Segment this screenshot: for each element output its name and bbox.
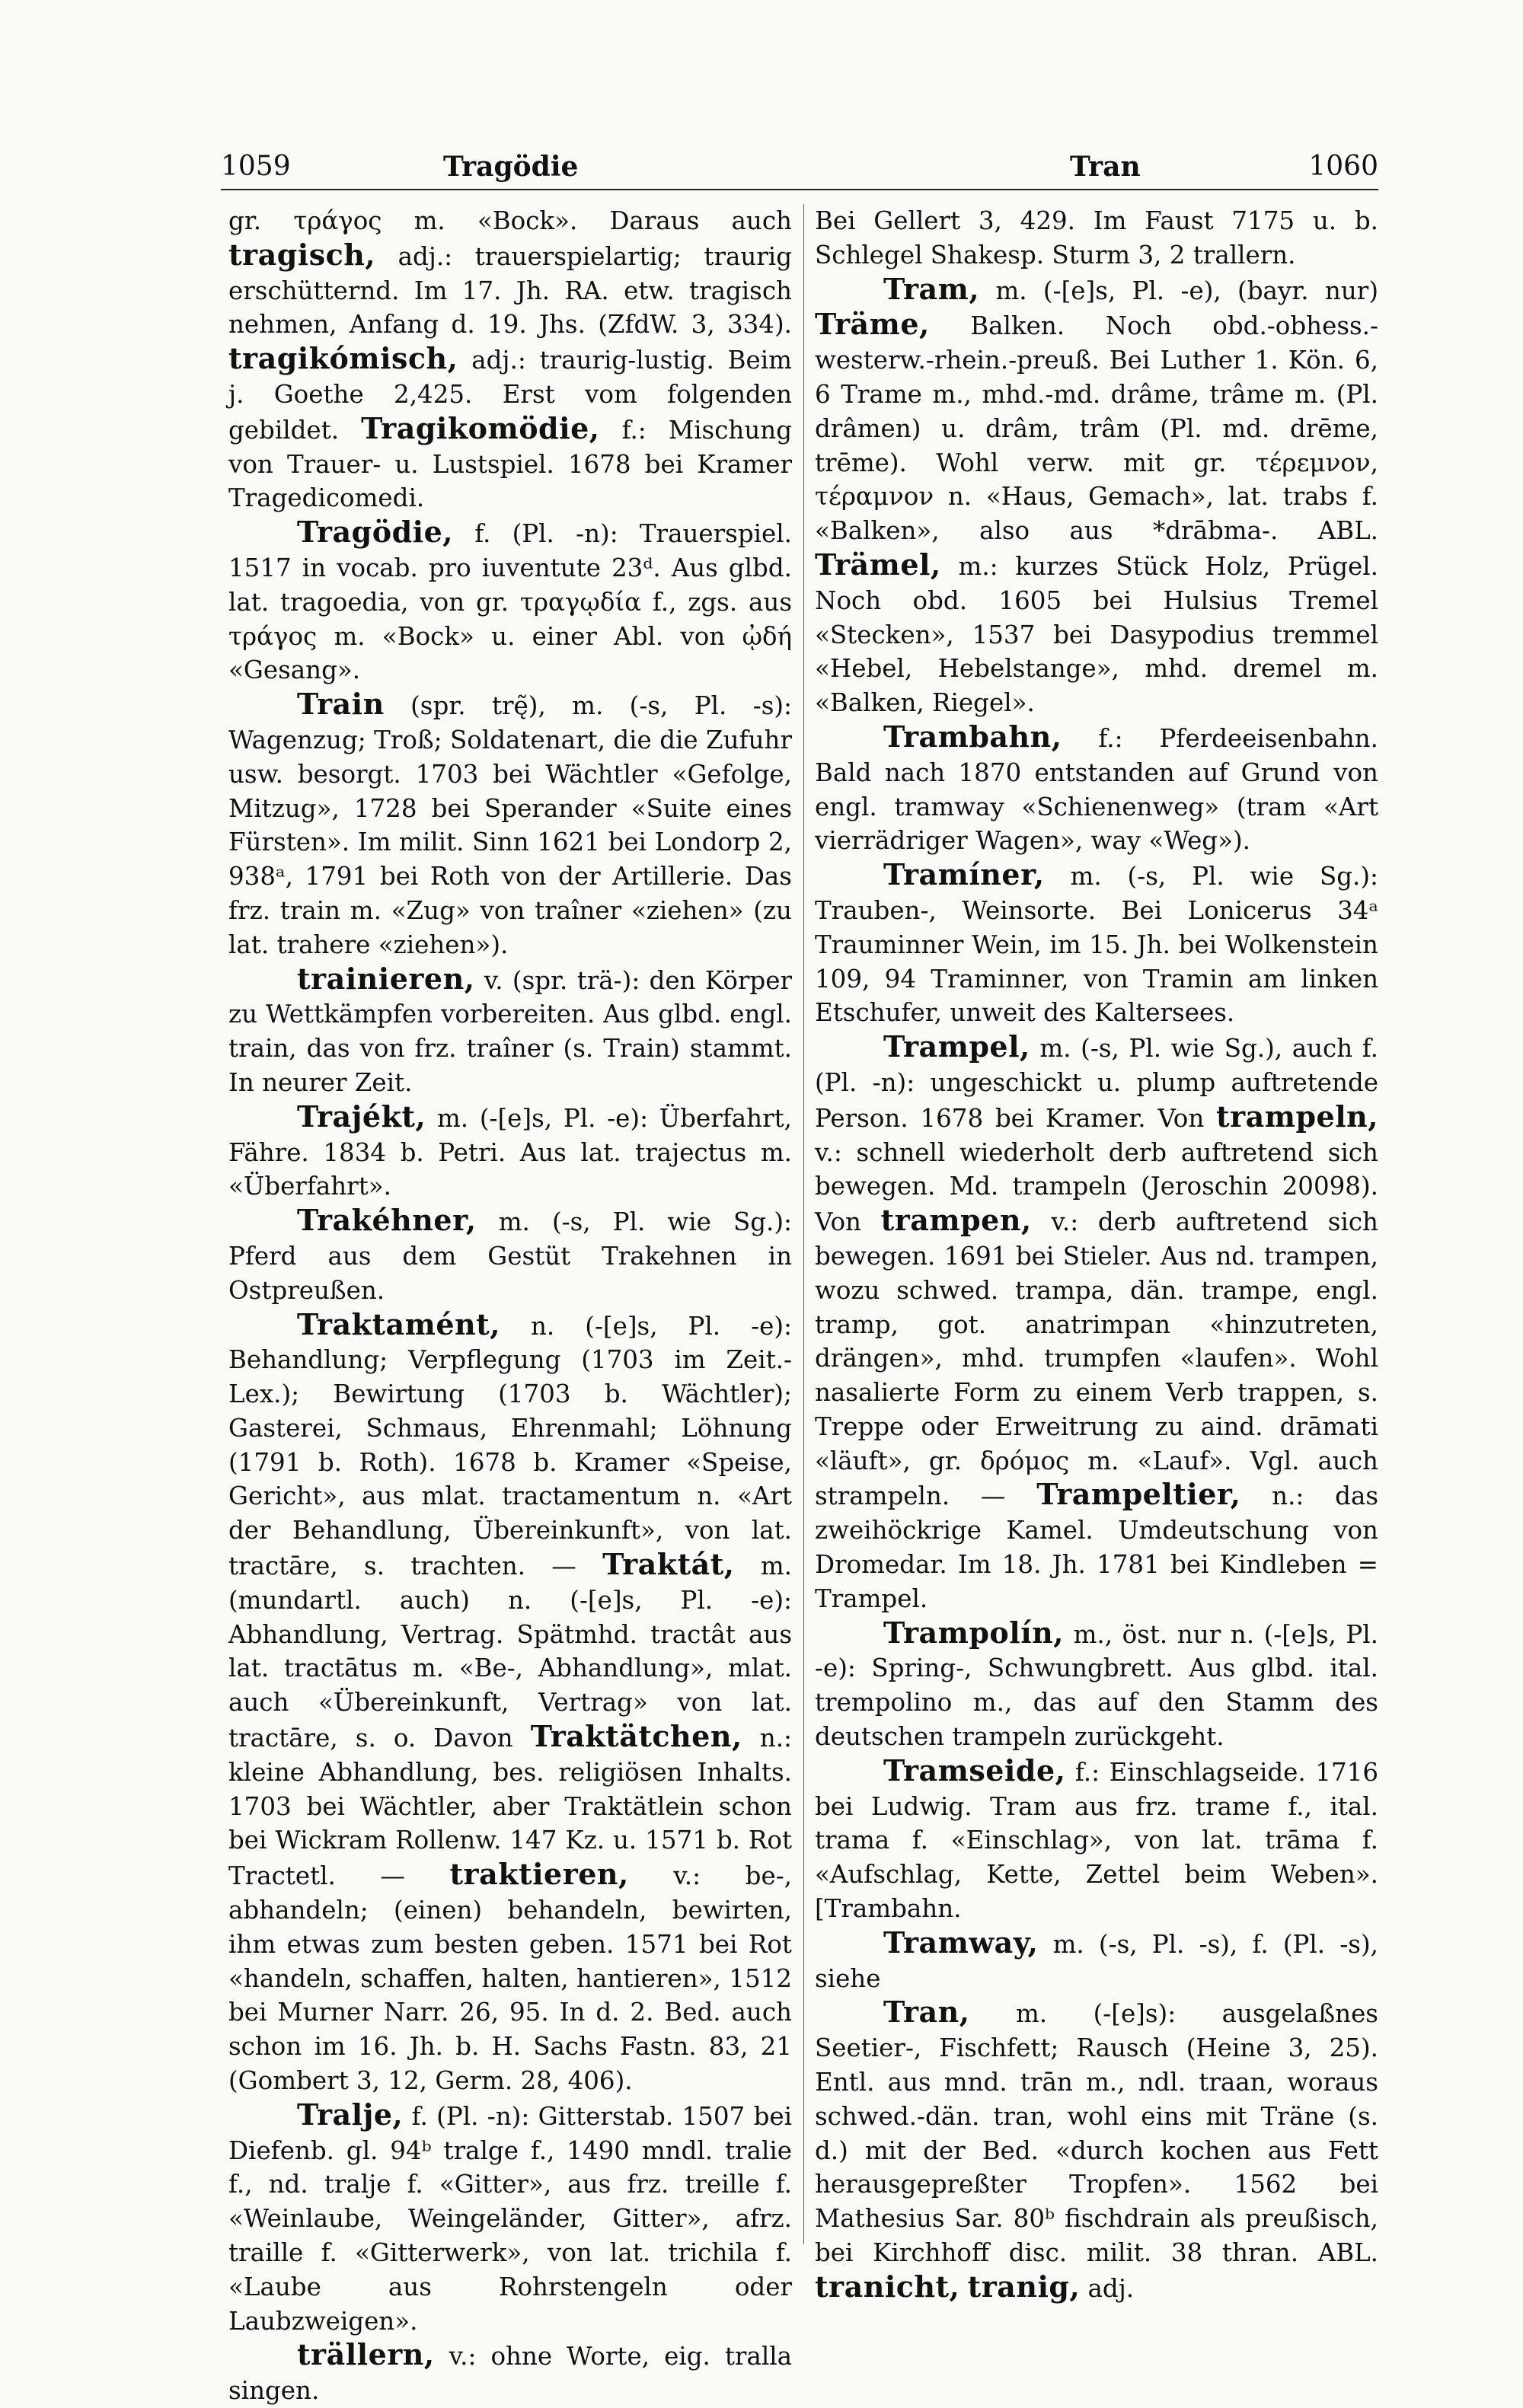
column-divider (803, 204, 804, 2244)
headword: Traktát, (602, 1547, 735, 1582)
dictionary-entry (228, 687, 792, 962)
headword: Tragödie, (297, 515, 453, 550)
entry-text: m. (-s, Pl. -s), f. (Pl. -s), siehe (815, 1929, 1378, 1993)
continued-entry (228, 204, 792, 515)
headword: Tran, (883, 1995, 970, 2030)
dictionary-entry (228, 515, 792, 687)
headword: tranig, (967, 2269, 1081, 2304)
headword: Traktamént, (297, 1306, 500, 1341)
headword: trampeln, (1216, 1099, 1378, 1134)
entry-text: n.: kleine Abhandlung, bes. religiösen Inhalts. 1703 bei Wächtler, aber Traktätlein schon bei Wickram Rollenw. 147 Kz. u. 1571 b. Rot Tractetl. — (228, 1724, 792, 1891)
headword: Trampeltier, (1036, 1477, 1241, 1512)
left-column (228, 204, 792, 2408)
dictionary-entry (815, 720, 1378, 858)
headword: Trampolín, (883, 1615, 1065, 1650)
headword: Trakéhner, (297, 1203, 477, 1238)
headword: Train (297, 687, 385, 722)
entry-text: m. (-s, Pl. wie Sg.), auch f. (Pl. -n): ungeschickt u. plump auftretende Person. 1678 bei Kramer. Von (815, 1034, 1378, 1133)
headword: trampen, (880, 1203, 1032, 1238)
headword: Trambahn, (883, 719, 1062, 754)
continued-entry (815, 204, 1378, 273)
page-number-left: 1059 (221, 151, 291, 182)
running-headword-right: Tran (1070, 151, 1141, 183)
headword: Trämel, (815, 547, 941, 582)
entry-text: adj.: trauerspielartig; traurig erschütternd. Im 17. Jh. RA. etw. tragisch nehmen, Anfang d. 19. Jhs. (ZfdW. 3, 334). (228, 241, 792, 340)
headword: Tramseide, (883, 1753, 1066, 1788)
entry-text: m. (-[e]s, Pl. -e), (bayr. nur) (979, 276, 1378, 305)
entry-text: v. (spr. trä-): den Körper zu Wettkämpfen vorbereiten. Aus glbd. engl. train, das von frz. traîner (s. Train) stammt. In neurer Zeit. (228, 965, 792, 1097)
dictionary-entry (815, 1754, 1378, 1926)
dictionary-entry (815, 1616, 1378, 1754)
entry-text: f.: Mischung von Trauer- u. Lustspiel. 1678 bei Kramer Tragedicomedi. (228, 415, 792, 513)
headword: Trampel, (883, 1029, 1030, 1064)
entry-text: Bei Gellert 3, 429. Im Faust 7175 u. b. Schlegel Shakesp. Sturm 3, 2 trallern. (815, 206, 1378, 270)
headword: traktieren, (449, 1857, 629, 1892)
entry-text: f.: Pferdeeisenbahn. Bald nach 1870 entstanden auf Grund von engl. tramway «Schienenweg» (tram «Art vierrädriger Wagen», way «Weg»). (815, 723, 1378, 856)
running-header (221, 151, 1378, 189)
dictionary-entry (228, 1100, 792, 1204)
headword: tragikómisch, (228, 341, 458, 376)
dictionary-entry (815, 1030, 1378, 1616)
dictionary-entry (228, 2338, 792, 2408)
dictionary-entry (815, 1926, 1378, 1996)
entry-text: adj.: traurig-lustig. Beim j. Goethe 2,425. Erst vom folgenden gebildet. (228, 346, 792, 445)
dictionary-entry (228, 1308, 792, 2098)
right-column (815, 204, 1378, 2306)
entry-text: m., öst. nur n. (-[e]s, Pl. -e): Spring-, Schwungbrett. Aus glbd. ital. trempolino m., das auf den Stamm des deutschen trampeln zurückgeht. (815, 1619, 1378, 1752)
header-rule (221, 189, 1378, 190)
entry-text: f. (Pl. -n): Gitterstab. 1507 bei Diefenb. gl. 94ᵇ tralge f., 1490 mndl. tralie f., nd. tralje f. «Gitter», aus frz. treille f. «Weinlaube, Weingeländer, Gitter», afrz. traille f. «Gitterwerk», von lat. trichila f. «Laube aus Rohrstengeln oder Laubzweigen». (228, 2101, 792, 2336)
entry-text: (spr. trę̃), m. (-s, Pl. -s): Wagenzug; Troß; Soldatenart, die die Zufuhr usw. besorgt. 1703 bei Wächtler «Gefolge, Mitzug», 1728 bei Sperander «Suite eines Fürsten». Im milit. Sinn 1621 bei Londorp 2, 938ᵃ, 1791 bei Roth von der Artillerie. Das frz. train m. «Zug» von traîner «ziehen» (zu lat. trahere «ziehen»). (228, 691, 792, 959)
headword: Tralje, (297, 2097, 404, 2132)
entry-text: v.: schnell wiederholt derb auftretend sich bewegen. Md. trampeln (Jeroschin 20098). Von (815, 1137, 1378, 1237)
running-headword-left: Tragödie (443, 151, 579, 183)
entry-text: Balken. Noch obd.-obhess.-westerw.-rhein.-preuß. Bei Luther 1. Kön. 6, 6 Trame m., mhd.-md. drâme, trâme m. (Pl. drâmen) u. drâm, trâm (Pl. md. drēme, trēme). Wohl verw. mit gr. τέρεμνον, τέραμνον n. «Haus, Gemach», lat. trabs f. «Balken», also aus *drābma-. ABL. (815, 311, 1378, 546)
headword: Tramway, (883, 1925, 1039, 1960)
entry-text (959, 2274, 967, 2303)
headword: tranicht, (815, 2269, 960, 2304)
entry-text: m. (-[e]s, Pl. -e): Überfahrt, Fähre. 1834 b. Petri. Aus lat. trajectus m. «Überfahrt». (228, 1103, 792, 1201)
headword: Tram, (883, 271, 980, 306)
entry-text: adj. (1080, 2273, 1135, 2303)
dictionary-entry (815, 1995, 1378, 2305)
entry-text: m. (-[e]s): ausgelaßnes Seetier-, Fischfett; Rausch (Heine 3, 25). Entl. aus mnd. trān m., ndl. traan, woraus schwed.-dän. tran, wohl eins mit Träne (s. d.) mit der Bed. «durch kochen aus Fett herausgepreßter Tropfen». 1562 bei Mathesius Sar. 80ᵇ fischdrain als preußisch, bei Kirchhoff disc. milit. 38 thran. ABL. (815, 1999, 1378, 2268)
entry-text: m. (-s, Pl. wie Sg.): Trauben-, Weinsorte. Bei Lonicerus 34ᵃ Trauminner Wein, im 15. Jh. bei Wolkenstein 109, 94 Traminner, von Tramin am linken Etschufer, unweit des Kaltersees. (815, 862, 1378, 1028)
headword: Traktätchen, (530, 1719, 742, 1754)
entry-text: v.: be-, abhandeln; (einen) behandeln, bewirten, ihm etwas zum besten geben. 1571 bei Rot «handeln, schaffen, halten, hantieren», 1512 bei Murner Narr. 26, 95. In d. 2. Bed. auch schon im 16. Jh. b. H. Sachs Fastn. 83, 21 (Gombert 3, 12, Germ. 28, 406). (228, 1861, 792, 2096)
headword: Trajékt, (297, 1099, 426, 1134)
dictionary-entry (815, 273, 1378, 720)
headword: trällern, (297, 2337, 435, 2372)
entry-text: n.: das zweihöckrige Kamel. Umdeutschung von Dromedar. Im 18. Jh. 1781 bei Kindleben = Trampel. (815, 1481, 1379, 1613)
dictionary-entry (228, 2098, 792, 2339)
dictionary-entry (815, 858, 1378, 1030)
entry-text: v.: ohne Worte, eig. tralla singen. (228, 2342, 792, 2406)
page-number-right: 1060 (1308, 151, 1378, 182)
headword: trainieren, (297, 961, 475, 996)
headword: Träme, (815, 307, 930, 342)
headword: Tragikomödie, (361, 410, 600, 445)
entry-text: gr. τράγος m. «Bock». Daraus auch (228, 206, 792, 235)
entry-text: v.: derb auftretend sich bewegen. 1691 bei Stieler. Aus nd. trampen, wozu schwed. trampa, dän. trampe, engl. tramp, got. anatrimpan «hinzutreten, drängen», mhd. trumpfen «laufen». Wohl nasalierte Form zu einem Verb trappen, s. Treppe oder Erweitrung zu aind. drāmati «läuft», gr. δρόμος m. «Lauf». Vgl. auch strampeln. — (815, 1207, 1378, 1511)
entry-text: f.: Einschlagseide. 1716 bei Ludwig. Tram aus frz. trame f., ital. trama f. «Einschlag», von lat. trāma f. «Aufschlag, Kette, Zettel beim Weben». [Trambahn. (815, 1757, 1378, 1924)
dictionary-entry (228, 962, 792, 1100)
entry-text: f. (Pl. -n): Trauerspiel. 1517 in vocab. pro iuventute 23ᵈ. Aus glbd. lat. tragoedia, von gr. τραγῳδία f., zgs. aus τράγος m. «Bock» u. einer Abl. von ᾠδή «Gesang». (228, 519, 792, 685)
entry-text: n. (-[e]s, Pl. -e): Behandlung; Verpflegung (1703 im Zeit.-Lex.); Bewirtung (1703 b. Wächtler); Gasterei, Schmaus, Ehrenmahl; Löhnung (1791 b. Roth). 1678 b. Kramer «Speise, Gericht», aus mlat. tractamentum n. «Art der Behandlung, Übereinkunft», von lat. tractāre, s. trachten. — (228, 1311, 792, 1581)
entry-text: m. (-s, Pl. wie Sg.): Pferd aus dem Gestüt Trakehnen in Ostpreußen. (228, 1207, 792, 1305)
headword: tragisch, (228, 237, 376, 272)
headword: Tramíner, (883, 857, 1045, 892)
entry-text: m. (mundartl. auch) n. (-[e]s, Pl. -e): Abhandlung, Vertrag. Spätmhd. tractât aus lat. tractātus m. «Be-, Abhandlung», mlat. auch «Übereinkunft, Vertrag» von lat. tractāre, s. o. Davon (228, 1552, 792, 1753)
entry-text: m.: kurzes Stück Holz, Prügel. Noch obd. 1605 bei Hulsius Tremel «Stecken», 1537 bei Dasypodius tremmel «Hebel, Hebelstange», mhd. dremel m. «Balken, Riegel». (815, 551, 1378, 718)
dictionary-entry (228, 1204, 792, 1307)
